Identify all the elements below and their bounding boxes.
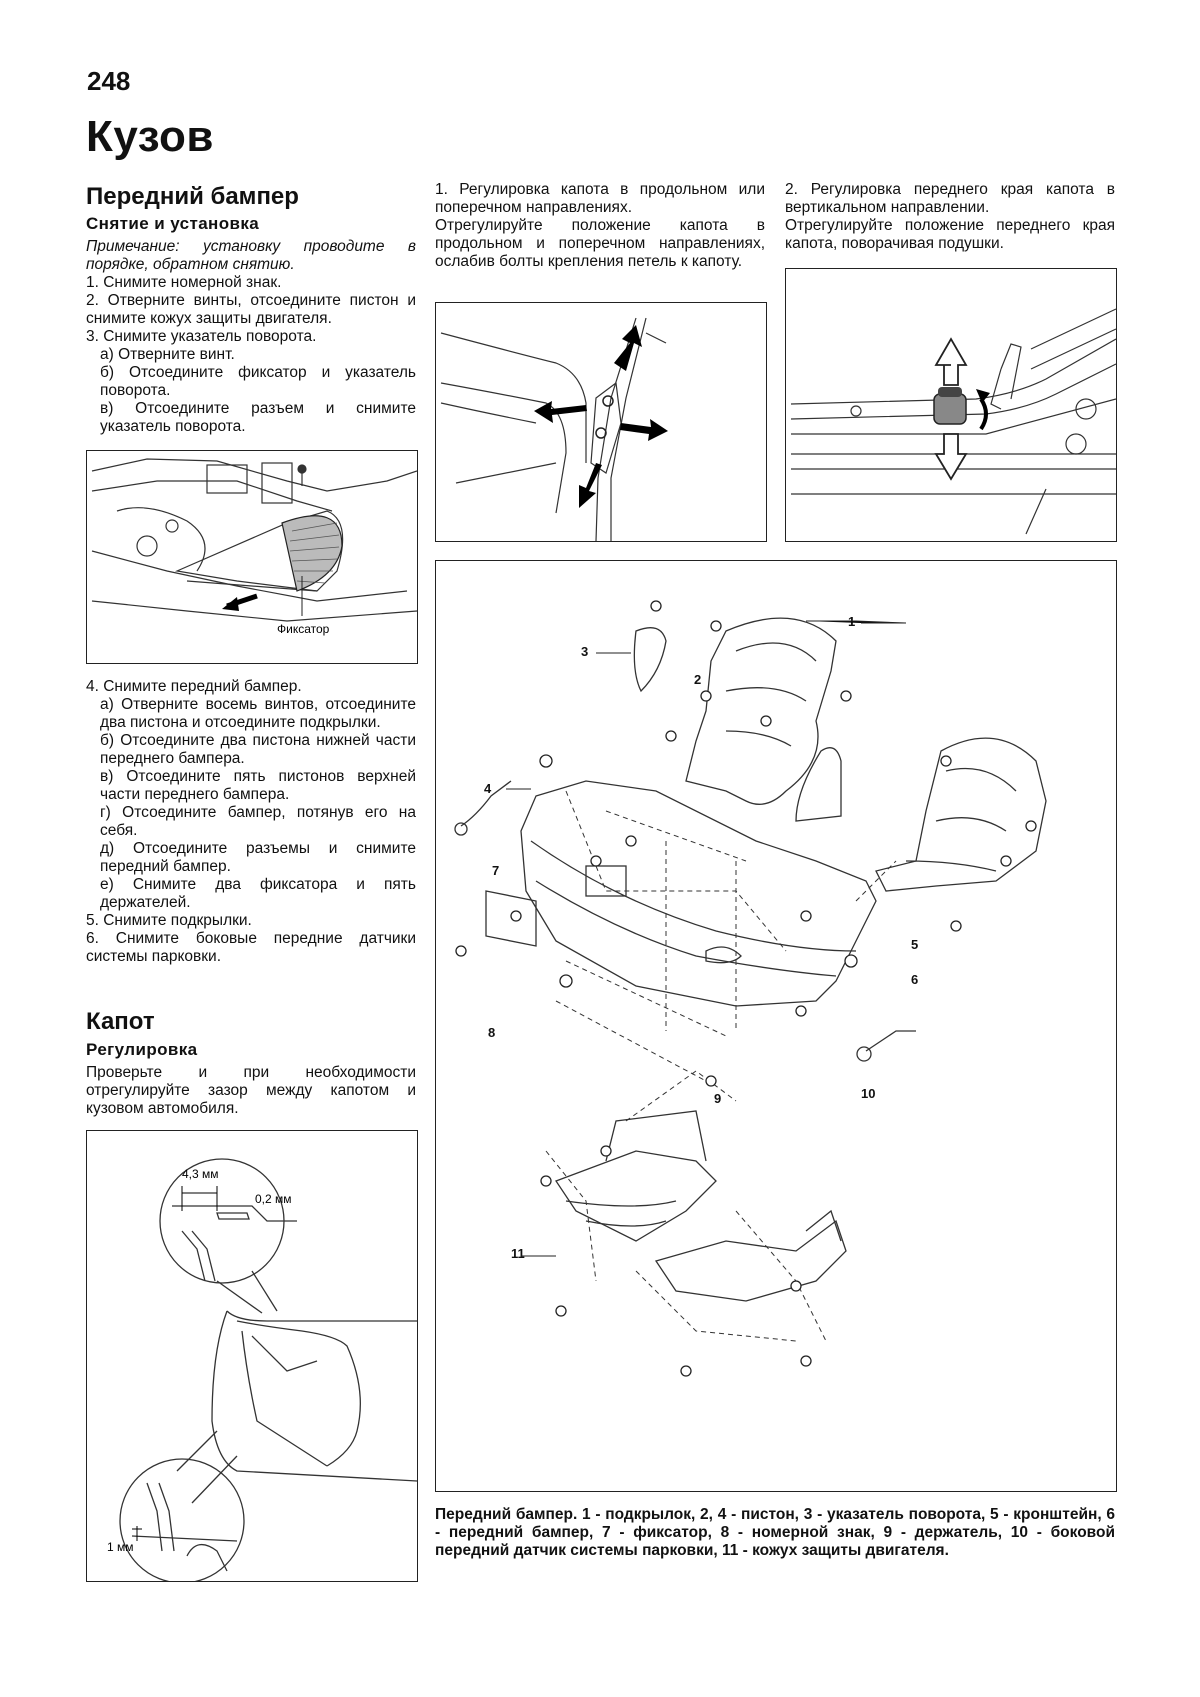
bumper-note: Примечание: установку проводите в порядке, обратном снятию.: [86, 238, 416, 273]
adjust-1-title: 1. Регулировка капота в продольном или поперечном направлениях.: [435, 181, 765, 216]
step-2: 2. Отверните винты, отсоедините пистон и снимите кожух защиты двигателя.: [86, 292, 416, 327]
hood-gap-drawing: [87, 1131, 417, 1581]
callout-9: 9: [714, 1091, 722, 1106]
step-3c: в) Отсоедините разъем и снимите указатель поворота.: [100, 400, 416, 435]
step-3b: б) Отсоедините фиксатор и указатель поворота.: [100, 364, 416, 399]
headlight-drawing: [87, 451, 417, 663]
step-6: 6. Снимите боковые передние датчики системы парковки.: [86, 930, 416, 965]
step-4a: а) Отверните восемь винтов, отсоедините два пистона и отсоедините подкрылки.: [100, 696, 416, 731]
step-4e: д) Отсоедините разъемы и снимите передний бампер.: [100, 840, 416, 875]
cushion-drawing: [786, 269, 1116, 541]
bumper-subtitle: Снятие и установка: [86, 214, 260, 233]
step-3: 3. Снимите указатель поворота.: [86, 328, 317, 345]
page-number: 248: [87, 66, 131, 96]
exploded-caption: Передний бампер. 1 - подкрылок, 2, 4 - пистон, 3 - указатель поворота, 5 - кронштейн, 6 - передний бампер, 7 - фиксатор, 8 - номерной знак, 9 - держатель, 10 - боковой передний датчик системы парковки, 11 - кожух защиты двигателя.: [435, 1506, 1115, 1559]
step-3a: а) Отверните винт.: [100, 346, 235, 363]
bumper-exploded-figure: [435, 560, 1117, 1492]
bumper-steps-b: [86, 678, 416, 966]
dim-label-2: 0,2 мм: [255, 1192, 292, 1206]
dim-label-1: 4,3 мм: [182, 1167, 219, 1181]
hood-intro: Проверьте и при необходимости отрегулируйте зазор между капотом и кузовом автомобиля.: [86, 1064, 416, 1117]
callout-10: 10: [861, 1086, 876, 1101]
callout-11: 11: [511, 1246, 525, 1261]
exploded-drawing: [436, 561, 1116, 1491]
adjust-2-title: 2. Регулировка переднего края капота в вертикальном направлении.: [785, 181, 1115, 216]
adjust-2-body: Отрегулируйте положение переднего края капота, поворачивая подушки.: [785, 217, 1115, 252]
hood-subtitle: Регулировка: [86, 1040, 198, 1059]
callout-4: 4: [484, 781, 492, 796]
callout-2: 2: [694, 672, 702, 687]
headlight-figure: [86, 450, 418, 664]
hinge-adjust-figure: [435, 302, 767, 542]
callout-3: 3: [581, 644, 589, 659]
adjust-col1-text: [435, 181, 765, 271]
callout-6: 6: [911, 972, 919, 987]
adjust-col2-text: [785, 181, 1115, 253]
step-4f: е) Снимите два фиксатора и пять держателей.: [100, 876, 416, 911]
dim-label-3: 1 мм: [107, 1540, 134, 1554]
hood-gap-figure: [86, 1130, 418, 1582]
bumper-section-title: Передний бампер: [86, 183, 299, 210]
callout-8: 8: [488, 1025, 496, 1040]
fixator-label: Фиксатор: [277, 622, 330, 636]
cushion-adjust-figure: [785, 268, 1117, 542]
adjust-1-body: Отрегулируйте положение капота в продольном и поперечном направлениях, ослабив болты крепления петель к капоту.: [435, 217, 765, 270]
chapter-title: Кузов: [86, 112, 214, 161]
step-5: 5. Снимите подкрылки.: [86, 912, 252, 929]
bumper-steps-a: [86, 238, 416, 436]
hinge-drawing: [436, 303, 766, 541]
step-4b: б) Отсоедините два пистона нижней части переднего бампера.: [100, 732, 416, 767]
callout-7: 7: [492, 863, 500, 878]
step-4d: г) Отсоедините бампер, потянув его на себя.: [100, 804, 416, 839]
hood-section-title: Капот: [86, 1008, 155, 1035]
callout-5: 5: [911, 937, 919, 952]
step-4: 4. Снимите передний бампер.: [86, 678, 302, 695]
step-1: 1. Снимите номерной знак.: [86, 274, 282, 291]
step-4c: в) Отсоедините пять пистонов верхней части переднего бампера.: [100, 768, 416, 803]
